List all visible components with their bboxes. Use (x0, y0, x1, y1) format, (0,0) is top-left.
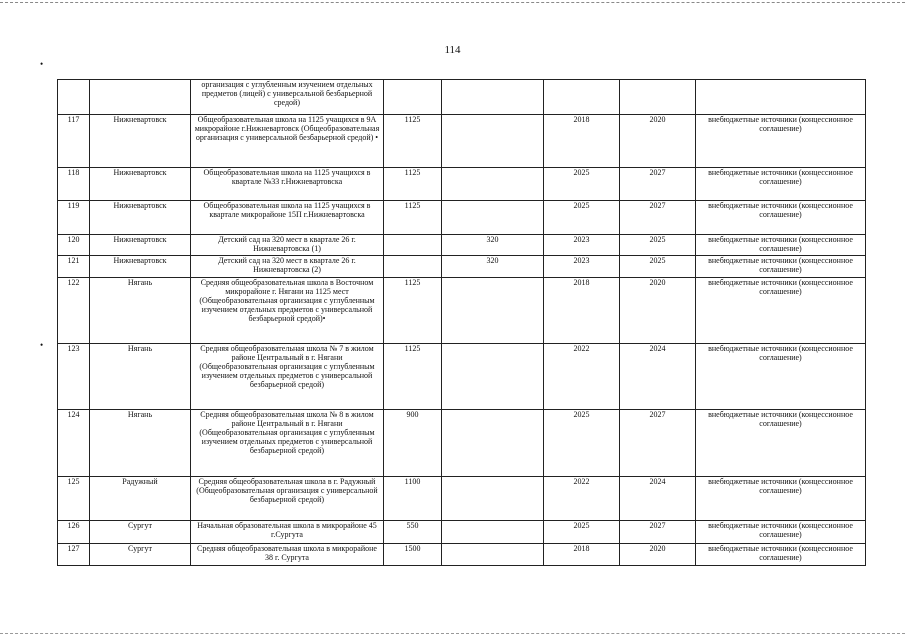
page-number: 114 (444, 44, 461, 56)
cell-capacity: 550 (384, 521, 442, 544)
cell-capacity: 1125 (384, 115, 442, 168)
cell-city: Нижневартовск (90, 235, 191, 256)
cell-name: Начальная образовательная школа в микрорайоне 45 г.Сургута (191, 521, 384, 544)
table-row (58, 278, 866, 344)
objects-table (57, 79, 866, 566)
cell-num: 124 (58, 410, 90, 477)
cell-end-year: 2024 (620, 477, 696, 521)
cell-capacity-kindergarten (442, 278, 544, 344)
cell-city: Нижневартовск (90, 201, 191, 235)
cell-capacity-kindergarten (442, 477, 544, 521)
cell-start-year: 2025 (544, 168, 620, 201)
cell-city: Нягань (90, 278, 191, 344)
cell-capacity (384, 80, 442, 115)
cell-name: Общеобразовательная школа на 1125 учащихся в квартале микрорайоне 15П г.Нижневартовска (191, 201, 384, 235)
cell-name: Средняя общеобразовательная школа № 8 в жилом районе Центральный в г. Нягани (Общеобразовательная организация с углубленным изучением отдельных предметов с универсальной безбарьерной средой) (191, 410, 384, 477)
table-row-continuation (58, 80, 866, 115)
margin-bullet: • (40, 59, 44, 69)
cell-end-year: 2025 (620, 256, 696, 278)
cell-start-year: 2022 (544, 477, 620, 521)
cell-capacity-kindergarten: 320 (442, 235, 544, 256)
cell-start-year (544, 80, 620, 115)
cell-num: 119 (58, 201, 90, 235)
table-row (58, 521, 866, 544)
cell-num: 118 (58, 168, 90, 201)
cell-name: Средняя общеобразовательная школа в Восточном микрорайоне г. Нягани на 1125 мест (Общеобразовательная организация с углубленным изучением отдельных предметов с универсальной безбарьерной средой)• (191, 278, 384, 344)
cell-start-year: 2018 (544, 115, 620, 168)
top-scan-edge (0, 2, 905, 3)
cell-capacity: 1500 (384, 544, 442, 566)
cell-num: 125 (58, 477, 90, 521)
cell-city: Нижневартовск (90, 168, 191, 201)
cell-name: Детский сад на 320 мест в квартале 26 г. Нижневартовска (1) (191, 235, 384, 256)
table-row (58, 477, 866, 521)
cell-name: Средняя общеобразовательная школа в микрорайоне 38 г. Сургута (191, 544, 384, 566)
cell-source: внебюджетные источники (концессионное соглашение) (696, 477, 866, 521)
cell-capacity-kindergarten (442, 115, 544, 168)
cell-start-year: 2018 (544, 544, 620, 566)
cell-source: внебюджетные источники (концессионное соглашение) (696, 115, 866, 168)
cell-end-year: 2025 (620, 235, 696, 256)
cell-name: Общеобразовательная школа на 1125 учащихся в 9А микрорайоне г.Нижневартовск (Общеобразовательная организация с универсальной безбарьерной средой) • (191, 115, 384, 168)
cell-capacity: 1125 (384, 201, 442, 235)
cell-name: Средняя общеобразовательная школа № 7 в жилом районе Центральный в г. Нягани (Общеобразовательная организация с углубленным изучением отдельных предметов с универсальной безбарьерной средой) (191, 344, 384, 410)
cell-name: организация с углубленным изучением отдельных предметов (лицей) с универсальной безбарьерной средой) (191, 80, 384, 115)
cell-capacity-kindergarten: 320 (442, 256, 544, 278)
table-row (58, 410, 866, 477)
cell-capacity (384, 256, 442, 278)
cell-end-year: 2027 (620, 168, 696, 201)
cell-city: Нижневартовск (90, 115, 191, 168)
cell-end-year: 2027 (620, 521, 696, 544)
cell-source (696, 80, 866, 115)
cell-capacity: 1125 (384, 168, 442, 201)
cell-source: внебюджетные источники (концессионное соглашение) (696, 278, 866, 344)
cell-capacity-kindergarten (442, 201, 544, 235)
cell-end-year: 2027 (620, 410, 696, 477)
cell-city (90, 80, 191, 115)
table-row (58, 256, 866, 278)
cell-source: внебюджетные источники (концессионное соглашение) (696, 544, 866, 566)
cell-start-year: 2023 (544, 235, 620, 256)
cell-num: 120 (58, 235, 90, 256)
cell-start-year: 2025 (544, 201, 620, 235)
cell-capacity-kindergarten (442, 544, 544, 566)
cell-capacity-kindergarten (442, 344, 544, 410)
cell-city: Сургут (90, 544, 191, 566)
cell-city: Сургут (90, 521, 191, 544)
cell-source: внебюджетные источники (концессионное соглашение) (696, 256, 866, 278)
cell-end-year: 2020 (620, 544, 696, 566)
cell-capacity: 1125 (384, 278, 442, 344)
cell-num: 127 (58, 544, 90, 566)
cell-capacity: 1100 (384, 477, 442, 521)
cell-name: Общеобразовательная школа на 1125 учащихся в квартале №33 г.Нижневартовска (191, 168, 384, 201)
cell-source: внебюджетные источники (концессионное соглашение) (696, 201, 866, 235)
cell-source: внебюджетные источники (концессионное соглашение) (696, 521, 866, 544)
cell-name: Средняя общеобразовательная школа в г. Радужный (Общеобразовательная организация с универсальной безбарьерной средой) (191, 477, 384, 521)
cell-end-year: 2024 (620, 344, 696, 410)
cell-start-year: 2023 (544, 256, 620, 278)
cell-city: Нягань (90, 344, 191, 410)
cell-source: внебюджетные источники (концессионное соглашение) (696, 344, 866, 410)
cell-end-year (620, 80, 696, 115)
cell-city: Радужный (90, 477, 191, 521)
cell-num: 123 (58, 344, 90, 410)
cell-capacity-kindergarten (442, 80, 544, 115)
cell-capacity (384, 235, 442, 256)
table-row (58, 235, 866, 256)
cell-num (58, 80, 90, 115)
table-row (58, 344, 866, 410)
bottom-scan-edge (0, 633, 905, 634)
cell-end-year: 2020 (620, 115, 696, 168)
cell-num: 117 (58, 115, 90, 168)
cell-capacity: 1125 (384, 344, 442, 410)
table-row (58, 168, 866, 201)
cell-capacity-kindergarten (442, 168, 544, 201)
cell-end-year: 2020 (620, 278, 696, 344)
cell-source: внебюджетные источники (концессионное соглашение) (696, 235, 866, 256)
cell-source: внебюджетные источники (концессионное соглашение) (696, 168, 866, 201)
cell-end-year: 2027 (620, 201, 696, 235)
cell-source: внебюджетные источники (концессионное соглашение) (696, 410, 866, 477)
table-row (58, 544, 866, 566)
cell-capacity: 900 (384, 410, 442, 477)
table-row (58, 115, 866, 168)
cell-start-year: 2022 (544, 344, 620, 410)
cell-capacity-kindergarten (442, 521, 544, 544)
cell-city: Нягань (90, 410, 191, 477)
cell-num: 126 (58, 521, 90, 544)
table-row (58, 201, 866, 235)
cell-num: 122 (58, 278, 90, 344)
cell-start-year: 2025 (544, 410, 620, 477)
margin-bullet: • (40, 340, 44, 350)
cell-name: Детский сад на 320 мест в квартале 26 г. Нижневартовска (2) (191, 256, 384, 278)
cell-start-year: 2018 (544, 278, 620, 344)
cell-city: Нижневартовск (90, 256, 191, 278)
cell-start-year: 2025 (544, 521, 620, 544)
cell-num: 121 (58, 256, 90, 278)
cell-capacity-kindergarten (442, 410, 544, 477)
